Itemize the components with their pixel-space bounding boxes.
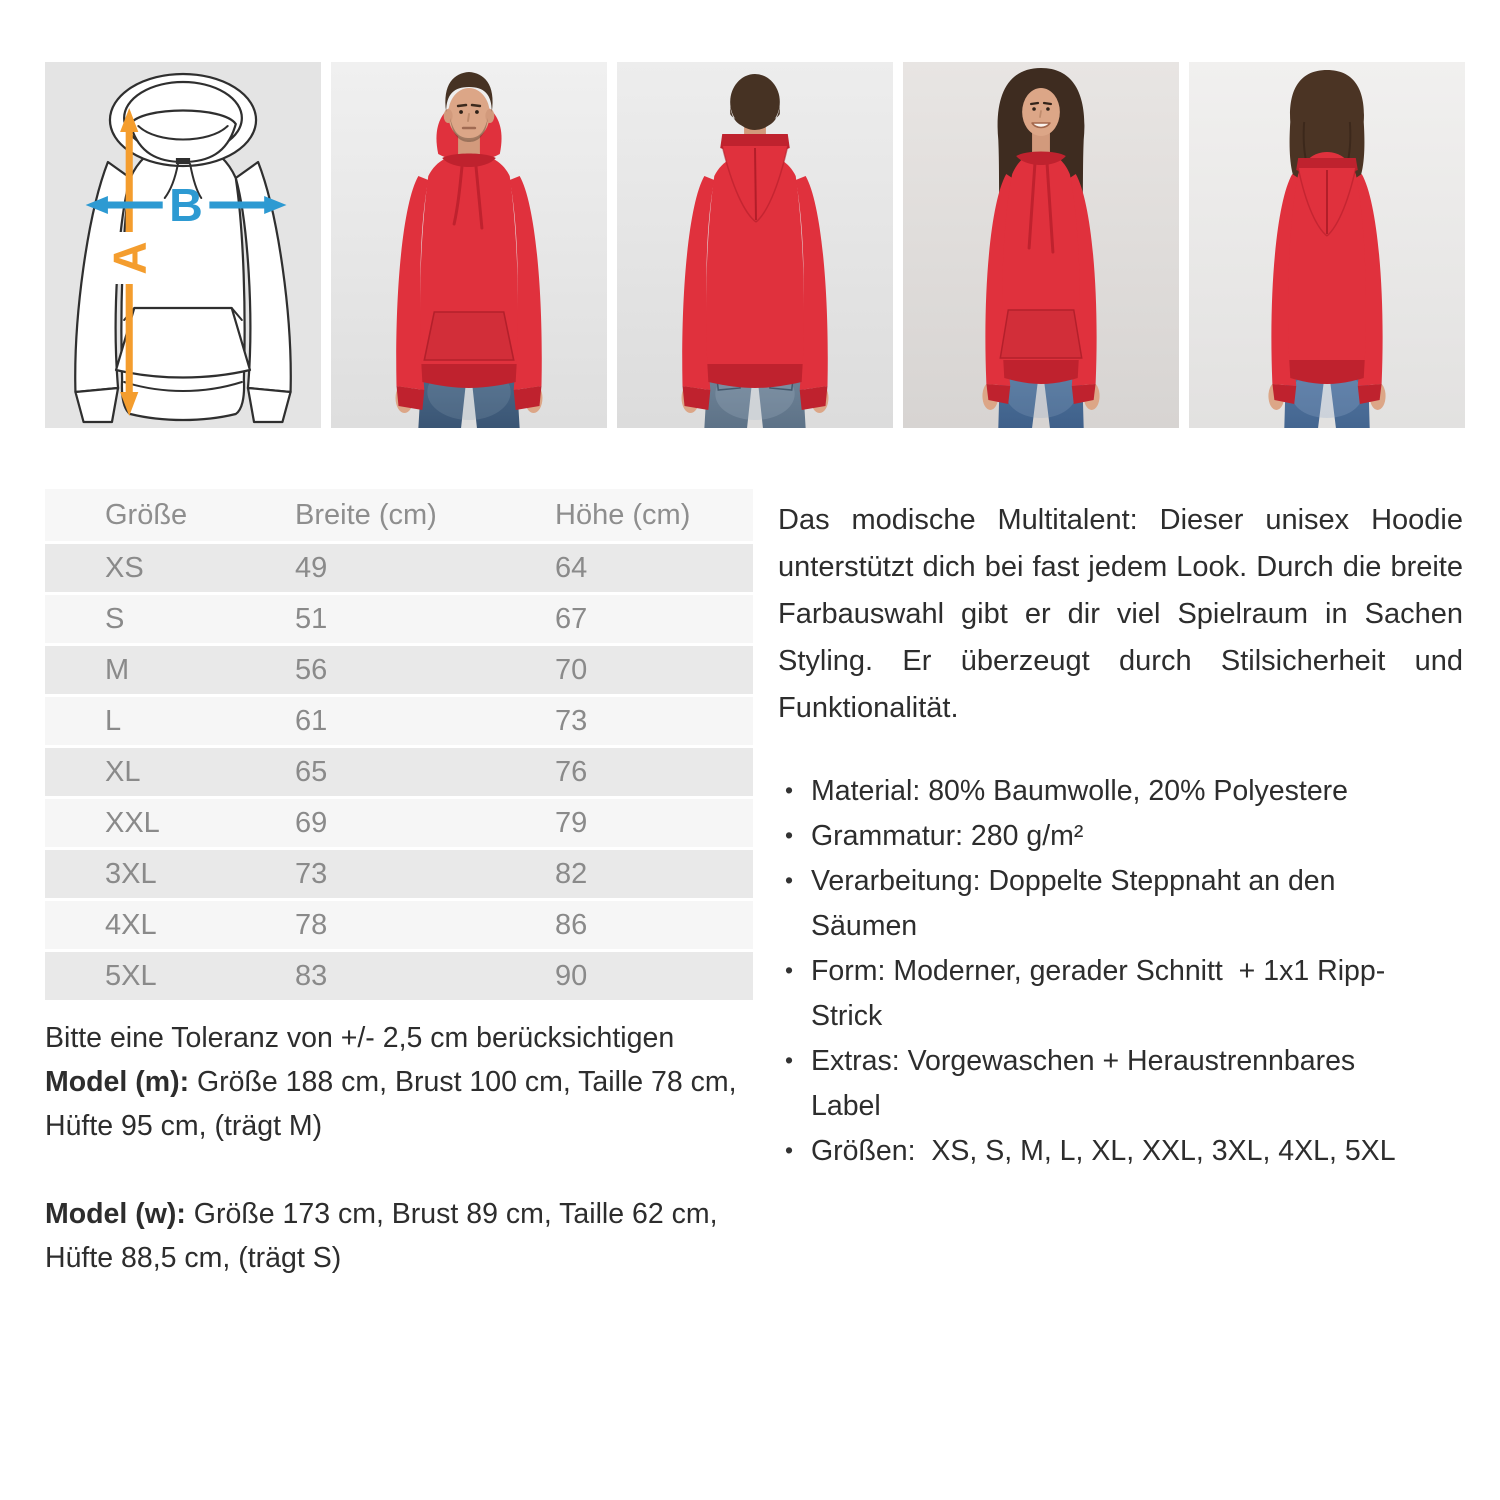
size-cell: 76 xyxy=(495,748,753,796)
feature-item: • Material: 80% Baumwolle, 20% Polyestere xyxy=(778,769,1431,814)
size-cell: 49 xyxy=(235,544,495,592)
size-cell: 70 xyxy=(495,646,753,694)
table-row xyxy=(45,595,753,643)
measurement-notes xyxy=(45,1016,780,1280)
feature-item: • Verarbeitung: Doppelte Steppnaht an den Säumen xyxy=(778,859,1431,949)
description-intro: Das modische Multitalent: Dieser unisex Hoodie unterstützt dich bei fast jedem Look. Durch die breite Farbauswahl gibt er dir viel Spielraum in Sachen Styling. Er überzeugt durch Stilsicherheit und Funktionalität. xyxy=(778,504,1463,724)
size-cell: 5XL xyxy=(45,952,235,1000)
model-female-back-image[interactable] xyxy=(1189,62,1465,428)
size-cell: 3XL xyxy=(45,850,235,898)
table-row xyxy=(45,850,753,898)
label-A: A xyxy=(103,241,156,275)
feature-item: • Grammatur: 280 g/m² xyxy=(778,814,1431,859)
size-cell: 65 xyxy=(235,748,495,796)
table-row xyxy=(45,799,753,847)
size-cell: 73 xyxy=(235,850,495,898)
male-back-illustration xyxy=(617,62,893,428)
label-B: B xyxy=(169,179,203,231)
feature-item: • Extras: Vorgewaschen + Heraustrennbares Label xyxy=(778,1039,1431,1129)
female-front-illustration xyxy=(903,62,1179,428)
table-row xyxy=(45,646,753,694)
width-column-header: Breite (cm) xyxy=(235,489,495,541)
size-cell: 82 xyxy=(495,850,753,898)
model-w-text: Größe 173 cm, Brust 89 cm, Taille 62 cm, Hüfte 88,5 cm, (trägt S) xyxy=(45,1198,718,1274)
size-cell: 73 xyxy=(495,697,753,745)
model-w-note xyxy=(45,1192,780,1280)
table-row xyxy=(45,544,753,592)
model-male-back-image[interactable] xyxy=(617,62,893,428)
size-cell: 51 xyxy=(235,595,495,643)
tolerance-note: Bitte eine Toleranz von +/- 2,5 cm berücksichtigen xyxy=(45,1022,675,1054)
model-w-label: Model (w): xyxy=(45,1198,186,1230)
size-column-header: Größe xyxy=(45,489,235,541)
size-cell: XS xyxy=(45,544,235,592)
size-cell: 56 xyxy=(235,646,495,694)
size-cell: XXL xyxy=(45,799,235,847)
size-diagram-image[interactable] xyxy=(45,62,321,428)
size-cell: 78 xyxy=(235,901,495,949)
feature-item: • Form: Moderner, gerader Schnitt + 1x1 Ripp-Strick xyxy=(778,949,1431,1039)
size-cell: 83 xyxy=(235,952,495,1000)
size-cell: 64 xyxy=(495,544,753,592)
table-row xyxy=(45,901,753,949)
female-back-illustration xyxy=(1189,62,1465,428)
size-cell: 69 xyxy=(235,799,495,847)
size-cell: 4XL xyxy=(45,901,235,949)
female-front-figure xyxy=(982,68,1099,428)
size-table-body xyxy=(45,544,753,1000)
height-column-header: Höhe (cm) xyxy=(495,489,753,541)
table-row xyxy=(45,952,753,1000)
table-row xyxy=(45,697,753,745)
size-table xyxy=(45,486,753,1003)
model-male-front-image[interactable] xyxy=(331,62,607,428)
size-cell: M xyxy=(45,646,235,694)
product-description xyxy=(778,497,1463,1174)
table-row xyxy=(45,748,753,796)
size-table-header-row xyxy=(45,489,753,541)
feature-item: • Größen: XS, S, M, L, XL, XXL, 3XL, 4XL, 5XL xyxy=(778,1129,1463,1174)
model-female-front-image[interactable] xyxy=(903,62,1179,428)
model-m-label: Model (m): xyxy=(45,1066,190,1098)
size-cell: XL xyxy=(45,748,235,796)
size-cell: 86 xyxy=(495,901,753,949)
product-gallery xyxy=(45,62,1465,428)
male-front-illustration xyxy=(331,62,607,428)
female-front-head xyxy=(1021,70,1062,136)
size-cell: 90 xyxy=(495,952,753,1000)
hoodie-measure-diagram xyxy=(45,62,321,428)
size-cell: 67 xyxy=(495,595,753,643)
model-m-text: Größe 188 cm, Brust 100 cm, Taille 78 cm, Hüfte 95 cm, (trägt M) xyxy=(45,1066,737,1142)
size-cell: L xyxy=(45,697,235,745)
size-cell: S xyxy=(45,595,235,643)
size-cell: 79 xyxy=(495,799,753,847)
feature-list xyxy=(778,769,1463,1174)
size-cell: 61 xyxy=(235,697,495,745)
model-m-note xyxy=(45,1060,780,1148)
